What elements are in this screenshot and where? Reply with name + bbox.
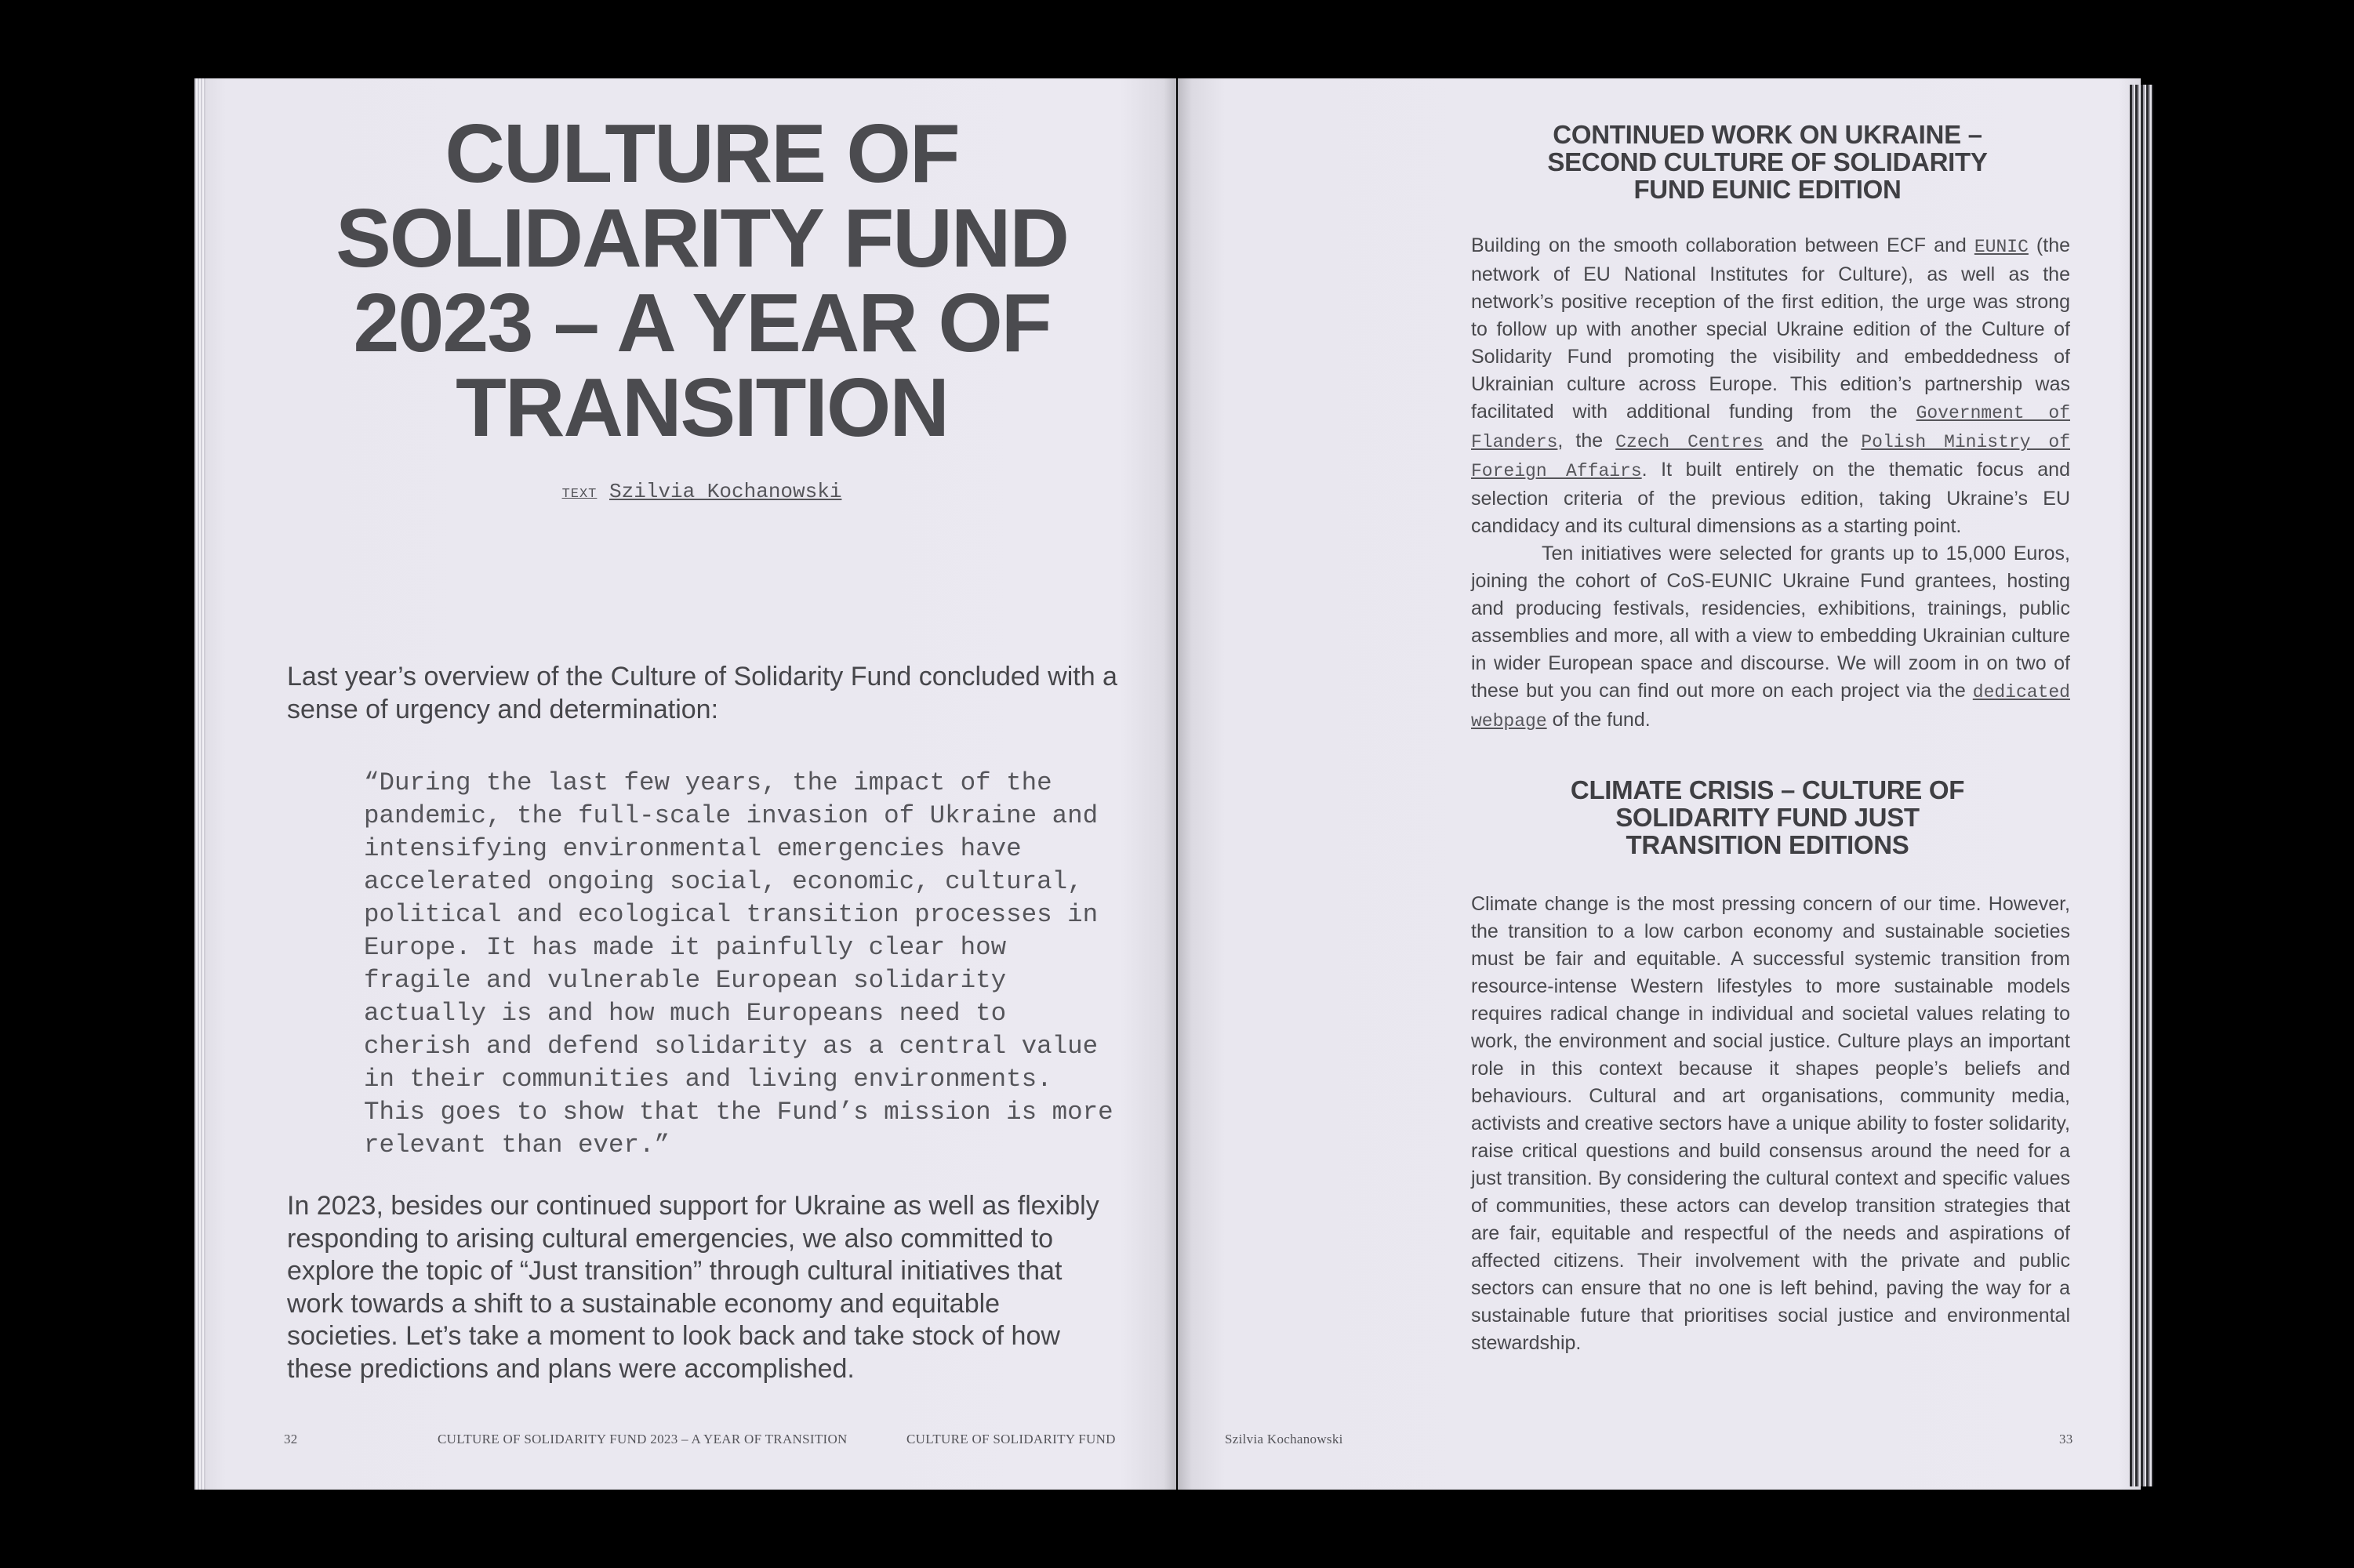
- text-run: . It built entirely on the thematic focus and selection criteria of the previous edition, taking Ukraine’s EU candidacy and its cultural dimensions as a starting point.: [1471, 459, 2070, 537]
- byline: [502, 480, 902, 503]
- text-run: Ten initiatives were selected for grants up to 15,000 Euros, joining the cohort of CoS-EUNIC Ukraine Fund grantees, hosting and producing festivals, residencies, exhibitions, trainings, public assemblies and more, all with a view to embedding Ukrainian culture in wider European space and discourse. We will zoom in on two of these but you can find out more on each project via the: [1471, 543, 2070, 702]
- link-polish-ministry[interactable]: Polish Ministry of Foreign Affairs: [1471, 432, 2070, 481]
- page-number-left: 32: [284, 1432, 298, 1446]
- page-number-right: 33: [2059, 1432, 2073, 1446]
- running-author: Szilvia Kochanowski: [1225, 1432, 1343, 1446]
- climate-body: Climate change is the most pressing concern of our time. However, the transition to a low carbon economy and sustainable societies must be fair and equitable. A successful systemic transition from resource-intense Western lifestyles to more sustainable models requires radical change in individual and societal values relating to work, the environment and social justice. Culture plays an important role in this context because it shapes people’s beliefs and behaviours. Cultural and art organisations, community media, activists and creative sectors have a unique ability to foster solidarity, raise critical questions and build consensus around the need for a just transition. By considering the cultural context and specific values of communities, these actors can develop transition strategies that are fair, equitable and respectful of the needs and aspirations of affected citizens. Their involvement with the private and public sectors can ensure that no one is left behind, paving the way for a sustainable future that prioritises social justice and environmental stewardship.: [1471, 893, 2070, 1354]
- link-government-of-flanders[interactable]: Government of Flanders: [1471, 403, 2070, 452]
- byline-label: TEXT: [561, 487, 598, 502]
- pull-quote: “During the last few years, the impact of the pandemic, the full-scale invasion of Ukraine and intensifying environmental emergencies have accelerated ongoing social, economic, cultural, political and ecological transition processes in Europe. It has made it painfully clear how fragile and vulnerable European solidarity actually is and how much Europeans need to cherish and defend solidarity as a central value in their communities and living environments. This goes to show that the Fund’s mission is more relevant than ever.”: [364, 768, 1113, 1160]
- left-page-edge: [194, 78, 205, 1490]
- link-czech-centres[interactable]: Czech Centres: [1615, 432, 1764, 452]
- intro-paragraph: Last year’s overview of the Culture of Solidarity Fund concluded with a sense of urgency and determination:: [287, 662, 1117, 724]
- article-title: CULTURE OF SOLIDARITY FUND 2023 – A YEAR OF TRANSITION: [336, 107, 1068, 454]
- text-run: of the fund.: [1546, 709, 1651, 731]
- link-dedicated-webpage[interactable]: dedicated webpage: [1471, 682, 2070, 731]
- text-run: (the network of EU National Institutes for Culture), as well as the network’s positive reception of the first edition, the urge was strong to follow up with another special Ukraine edition of the Culture of Solidarity Fund promoting the visibility and embeddedness of Ukrainian culture across Europe. This edition’s partnership was facilitated with additional funding from the: [1471, 234, 2070, 423]
- book-gutter: [1164, 78, 1192, 1490]
- heading-ukraine: CONTINUED WORK ON UKRAINE – SECOND CULTURE OF SOLIDARITY FUND EUNIC EDITION: [1547, 120, 1988, 204]
- text-run: and the: [1763, 430, 1862, 452]
- ukraine-body: [1471, 232, 2070, 735]
- right-page-edge: [2130, 85, 2153, 1486]
- ukraine-paragraph-1: [1471, 232, 2070, 540]
- text-run: Building on the smooth collaboration between ECF and: [1471, 234, 1974, 256]
- running-title: CULTURE OF SOLIDARITY FUND 2023 – A YEAR OF TRANSITION: [438, 1432, 848, 1446]
- byline-author: Szilvia Kochanowski: [608, 480, 842, 503]
- ukraine-paragraph-2: [1471, 540, 2070, 735]
- heading-climate: CLIMATE CRISIS – CULTURE OF SOLIDARITY FUND JUST TRANSITION EDITIONS: [1570, 775, 1965, 859]
- outro-paragraph: In 2023, besides our continued support for Ukraine as well as flexibly responding to arising cultural emergencies, we also committed to explore the topic of “Just transition” through cultural initiatives that work towards a shift to a sustainable economy and equitable societies. Let’s take a moment to look back and take stock of how these predictions and plans were accomplished.: [287, 1191, 1099, 1384]
- running-section: CULTURE OF SOLIDARITY FUND: [906, 1432, 1116, 1446]
- link-eunic[interactable]: EUNIC: [1974, 237, 2029, 257]
- text-run: , the: [1557, 430, 1616, 452]
